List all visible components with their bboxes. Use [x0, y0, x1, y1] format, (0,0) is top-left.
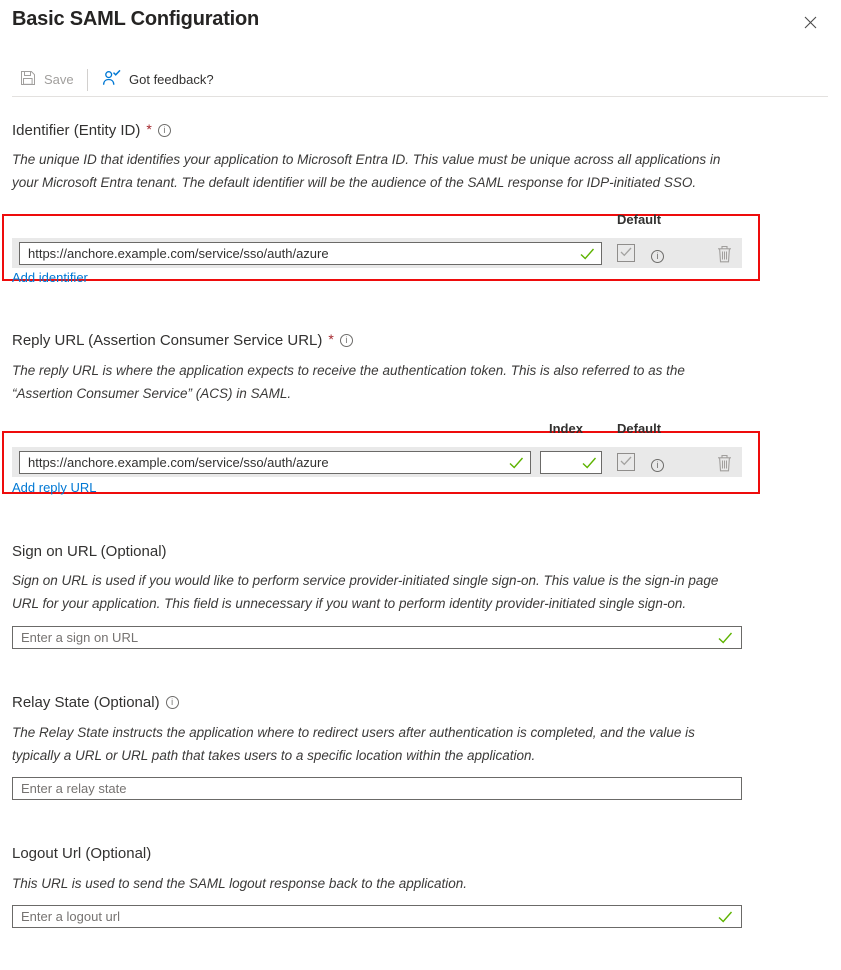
identifier-delete-button[interactable]	[714, 244, 734, 264]
reply-url-index-field-wrap	[540, 451, 602, 474]
sign-on-url-field-wrap	[12, 626, 742, 649]
checkbox-check-icon	[620, 244, 632, 262]
identifier-default-checkbox[interactable]	[617, 244, 635, 262]
identifier-row-info-icon[interactable]: i	[651, 250, 664, 263]
trash-icon	[717, 460, 732, 475]
add-reply-url-link[interactable]: Add reply URL	[12, 480, 97, 495]
save-button[interactable]	[20, 70, 74, 89]
info-icon[interactable]: i	[166, 696, 179, 709]
checkbox-check-icon	[620, 453, 632, 471]
reply-url-input[interactable]	[19, 451, 531, 474]
sign-on-url-heading-label: Sign on URL (Optional)	[12, 543, 167, 560]
identifier-url-input[interactable]	[19, 242, 602, 265]
got-feedback-label: Got feedback?	[129, 71, 214, 87]
sign-on-url-input[interactable]	[12, 626, 742, 649]
got-feedback-button[interactable]	[102, 69, 214, 89]
reply-url-heading-label: Reply URL (Assertion Consumer Service URL)	[12, 332, 323, 349]
logout-url-heading-label: Logout Url (Optional)	[12, 845, 152, 862]
add-identifier-link[interactable]: Add identifier	[12, 270, 88, 285]
relay-state-input[interactable]	[12, 777, 742, 800]
reply-url-default-checkbox[interactable]	[617, 453, 635, 471]
identifier-section-heading	[12, 122, 171, 139]
relay-state-section-heading	[12, 694, 179, 711]
close-button[interactable]	[798, 10, 822, 34]
default-column-header: Default	[617, 421, 662, 436]
identifier-description: The unique ID that identifies your application to Microsoft Entra ID. This value must be unique across all applications in your Microsoft Entra tenant. The default identifier will be the audience of the SAML response for IDP-initiated SSO.	[12, 152, 721, 190]
required-asterisk: *	[328, 330, 334, 347]
reply-url-index-input[interactable]	[540, 451, 602, 474]
sign-on-url-section-heading	[12, 543, 167, 560]
feedback-person-icon	[102, 69, 121, 89]
close-icon	[803, 18, 818, 33]
reply-url-delete-button[interactable]	[714, 453, 734, 473]
identifier-heading-label: Identifier (Entity ID)	[12, 122, 141, 139]
info-icon[interactable]: i	[158, 124, 171, 137]
logout-url-section-heading	[12, 845, 151, 862]
save-icon	[20, 70, 36, 89]
toolbar-divider	[87, 69, 88, 91]
logout-url-field-wrap	[12, 905, 742, 928]
trash-icon	[717, 251, 732, 266]
reply-url-row-info-icon[interactable]: i	[651, 459, 664, 472]
logout-url-input[interactable]	[12, 905, 742, 928]
info-icon[interactable]: i	[340, 334, 353, 347]
default-column-header: Default	[617, 212, 662, 227]
relay-state-heading-label: Relay State (Optional)	[12, 694, 160, 711]
relay-state-description: The Relay State instructs the application where to redirect users after authentication is completed, and the value is typically a URL or URL path that takes users to a specific location within the application.	[12, 725, 695, 763]
save-button-label: Save	[44, 72, 74, 87]
reply-url-section-heading	[12, 332, 353, 349]
reply-url-field-wrap	[19, 451, 531, 474]
logout-url-description: This URL is used to send the SAML logout response back to the application.	[12, 876, 468, 891]
index-column-header: Index	[549, 421, 583, 436]
identifier-url-field-wrap	[19, 242, 602, 265]
header-divider	[12, 96, 828, 97]
required-asterisk: *	[146, 120, 152, 137]
reply-url-description: The reply URL is where the application expects to receive the authentication token. This is also referred to as the “Assertion Consumer Service” (ACS) in SAML.	[12, 363, 685, 401]
relay-state-field-wrap	[12, 777, 742, 800]
page-title: Basic SAML Configuration	[12, 8, 260, 30]
sign-on-url-description: Sign on URL is used if you would like to perform service provider-initiated single sign-on. This value is the sign-in page URL for your application. This field is unnecessary if you want to perform identity provider-initiated single sign-on.	[12, 573, 719, 611]
